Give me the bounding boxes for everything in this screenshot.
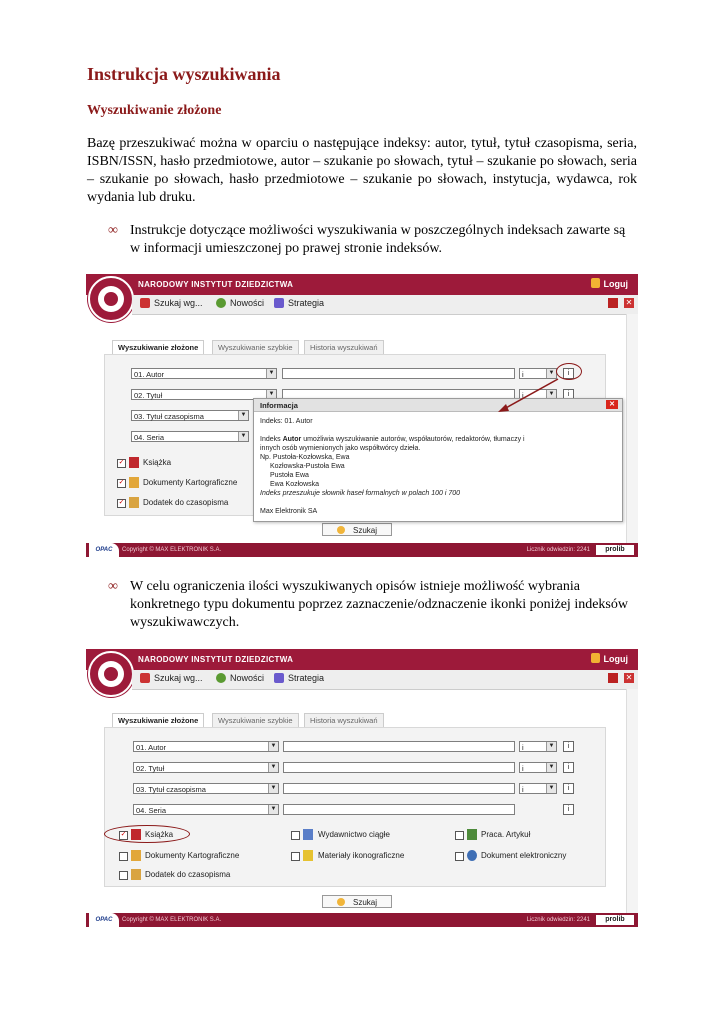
institution-name: NARODOWY INSTYTUT DZIEDZICTWA bbox=[138, 655, 294, 664]
doc-type-label: Wydawnictwo ciągłe bbox=[318, 830, 390, 839]
iconographic-checkbox[interactable] bbox=[291, 852, 300, 861]
chevron-down-icon: ▼ bbox=[546, 369, 556, 378]
bullet-text: W celu ograniczenia ilości wyszukiwanych opisów istnieje możliwość wybrania konkretnego typu dokumentu poprzez zaznaczenie/odznaczenie ikonki poniżej indeksów wyszukiwawczych. bbox=[130, 579, 628, 630]
tab-advanced-search[interactable]: Wyszukiwanie złożone bbox=[112, 713, 204, 727]
basket-icon[interactable] bbox=[608, 673, 618, 683]
strategy-icon bbox=[274, 673, 284, 683]
chevron-down-icon: ▼ bbox=[238, 411, 248, 420]
map-checkbox[interactable] bbox=[119, 852, 128, 861]
chevron-down-icon: ▼ bbox=[238, 432, 248, 441]
opac-logo: OPAC bbox=[89, 913, 119, 927]
index-select[interactable] bbox=[133, 783, 279, 794]
query-input[interactable] bbox=[283, 783, 515, 794]
close-icon[interactable]: ✕ bbox=[625, 298, 633, 307]
toolbar bbox=[132, 670, 638, 690]
login-label: Loguj bbox=[603, 279, 628, 289]
popup-example: Kozłowska-Pustoła Ewa bbox=[270, 463, 345, 470]
query-input[interactable] bbox=[283, 762, 515, 773]
index-select-value: 04. Seria bbox=[136, 806, 167, 815]
chevron-down-icon: ▼ bbox=[268, 763, 278, 772]
index-select-value: 03. Tytuł czasopisma bbox=[134, 412, 204, 421]
search-button-label: Szukaj bbox=[352, 526, 377, 535]
pointer-arrow bbox=[86, 274, 638, 557]
doc-type-label: Dodatek do czasopisma bbox=[143, 498, 229, 507]
doc-type-label: Dokumenty Kartograficzne bbox=[145, 851, 240, 860]
electronic-checkbox[interactable] bbox=[455, 852, 464, 861]
info-button[interactable]: i bbox=[563, 783, 574, 794]
chevron-down-icon: ▼ bbox=[266, 390, 276, 399]
index-select-value: 03. Tytuł czasopisma bbox=[136, 785, 206, 794]
index-select-value: 01. Autor bbox=[134, 370, 165, 379]
operator-value: i bbox=[522, 391, 524, 400]
section-heading: Wyszukiwanie złożone bbox=[87, 103, 222, 118]
doc-type-label: Dokumenty Kartograficzne bbox=[143, 478, 238, 487]
popup-vendor: Max Elektronik SA bbox=[260, 508, 318, 515]
serial-checkbox[interactable] bbox=[291, 831, 300, 840]
footer-copyright: Copyright © MAX ELEKTRONIK S.A. bbox=[122, 547, 222, 553]
popup-note: Indeks przeszukuje słownik haseł formalnych w polach 100 i 700 bbox=[260, 490, 460, 497]
library-logo bbox=[88, 651, 134, 697]
index-select-value: 02. Tytuł bbox=[134, 391, 163, 400]
footer-copyright: Copyright © MAX ELEKTRONIK S.A. bbox=[122, 917, 222, 923]
index-select[interactable] bbox=[133, 762, 279, 773]
info-button[interactable]: i bbox=[563, 368, 574, 379]
index-select[interactable] bbox=[133, 804, 279, 815]
tab-search-history[interactable]: Historia wyszukiwań bbox=[304, 713, 384, 727]
doc-type-label: Książka bbox=[145, 830, 174, 839]
news-button[interactable] bbox=[216, 673, 264, 683]
popup-title: Informacja bbox=[260, 401, 298, 410]
serial-icon bbox=[303, 829, 313, 840]
institution-name: NARODOWY INSTYTUT DZIEDZICTWA bbox=[138, 280, 294, 289]
news-label: Nowości bbox=[230, 673, 265, 683]
popup-example: Ewa Kozłowska bbox=[270, 481, 320, 488]
book-checkbox[interactable]: ✓ bbox=[118, 459, 125, 466]
operator-select[interactable] bbox=[519, 762, 557, 773]
index-select-value: 01. Autor bbox=[136, 743, 167, 752]
doc-type-label: Materiały ikonograficzne bbox=[318, 851, 405, 860]
operator-value: i bbox=[522, 370, 524, 379]
info-button[interactable]: i bbox=[563, 762, 574, 773]
chevron-down-icon: ▼ bbox=[546, 390, 556, 399]
tab-quick-search[interactable]: Wyszukiwanie szybkie bbox=[212, 713, 299, 727]
visit-counter: Licznik odwiedzin: 2241 bbox=[526, 917, 590, 923]
search-button-label: Szukaj bbox=[352, 898, 377, 907]
bullet-symbol: ∞ bbox=[108, 223, 118, 238]
bullet-item-info bbox=[108, 222, 638, 258]
info-button[interactable]: i bbox=[563, 389, 574, 400]
close-icon[interactable]: ✕ bbox=[606, 400, 618, 409]
document-title: Instrukcja wyszukiwania bbox=[87, 64, 281, 84]
chevron-down-icon: ▼ bbox=[546, 742, 556, 751]
info-button[interactable]: i bbox=[563, 804, 574, 815]
operator-select[interactable] bbox=[519, 783, 557, 794]
search-icon bbox=[337, 898, 345, 906]
doc-type-label: Dodatek do czasopisma bbox=[145, 870, 231, 879]
strategy-button[interactable] bbox=[274, 673, 324, 683]
login-label: Loguj bbox=[603, 654, 628, 664]
bullet-symbol: ∞ bbox=[108, 579, 118, 594]
popup-description-2: innych osób wymienionych jako współtwórcy dzieła. bbox=[260, 445, 421, 452]
map-icon bbox=[131, 850, 141, 861]
supplement-checkbox[interactable]: ✓ bbox=[118, 499, 125, 506]
bullet-item-doc-types bbox=[108, 578, 638, 632]
index-select[interactable] bbox=[133, 741, 279, 752]
app-header bbox=[86, 649, 638, 670]
lock-icon bbox=[591, 653, 600, 663]
operator-value: i bbox=[522, 743, 524, 752]
iconographic-icon bbox=[303, 850, 313, 861]
popup-example: Pustoła Ewa bbox=[270, 472, 309, 479]
operator-value: i bbox=[522, 785, 524, 794]
query-input[interactable] bbox=[283, 804, 515, 815]
chevron-down-icon: ▼ bbox=[268, 784, 278, 793]
chevron-down-icon: ▼ bbox=[268, 805, 278, 814]
map-checkbox[interactable]: ✓ bbox=[118, 479, 125, 486]
prolib-logo: prolib bbox=[596, 545, 634, 555]
screenshot-info-popup bbox=[86, 274, 638, 557]
app-footer bbox=[86, 913, 638, 927]
visit-counter: Licznik odwiedzin: 2241 bbox=[526, 547, 590, 553]
screenshot-doc-types bbox=[86, 649, 638, 927]
supplement-checkbox[interactable] bbox=[119, 871, 128, 880]
doc-type-label: Dokument elektroniczny bbox=[481, 851, 567, 860]
doc-type-label: Praca. Artykuł bbox=[481, 830, 531, 839]
strategy-label: Strategia bbox=[288, 298, 325, 308]
query-input[interactable] bbox=[283, 741, 515, 752]
search-by-button[interactable] bbox=[140, 673, 203, 683]
bullet-text: Instrukcje dotyczące możliwości wyszukiwania w poszczególnych indeksach zawarte są w informacji umieszczonej po prawej stronie indeksów. bbox=[130, 223, 626, 256]
search-by-label: Szukaj wg... bbox=[154, 673, 203, 683]
search-button[interactable] bbox=[322, 895, 392, 908]
login-link[interactable] bbox=[591, 653, 629, 664]
book-checkbox[interactable]: ✓ bbox=[120, 831, 127, 838]
news-icon bbox=[216, 673, 226, 683]
supplement-icon bbox=[131, 869, 141, 880]
search-panel bbox=[104, 727, 606, 887]
chevron-down-icon: ▼ bbox=[546, 784, 556, 793]
opac-logo: OPAC bbox=[89, 543, 119, 557]
article-icon bbox=[467, 829, 477, 840]
popup-description: Indeks Autor umożliwia wyszukiwanie autorów, współautorów, redaktorów, tłumaczy i bbox=[260, 436, 525, 443]
scrollbar[interactable] bbox=[626, 689, 638, 913]
operator-value: i bbox=[522, 764, 524, 773]
chevron-down-icon: ▼ bbox=[268, 742, 278, 751]
tab-search-history[interactable]: Historia wyszukiwań bbox=[304, 340, 384, 354]
popup-index-line: Indeks: 01. Autor bbox=[260, 418, 313, 425]
app-footer bbox=[86, 543, 638, 557]
operator-select[interactable] bbox=[519, 741, 557, 752]
electronic-icon bbox=[467, 850, 477, 861]
popup-example-label: Np. Pustoła-Kozłowska, Ewa bbox=[260, 454, 350, 461]
chevron-down-icon: ▼ bbox=[546, 763, 556, 772]
tab-advanced-search[interactable]: Wyszukiwanie złożone bbox=[112, 340, 204, 354]
doc-type-label: Książka bbox=[143, 458, 172, 467]
intro-paragraph: Bazę przeszukiwać można w oparciu o następujące indeksy: autor, tytuł, tytuł czasopisma, seria, ISBN/ISSN, hasło przedmiotowe, autor – szukanie po słowach, tytuł – szukanie po słowach, seria – szukanie po słowach, hasło przedmiotowe – szukanie po słowach, instytucja, wydawca, rok wydania lub druku. bbox=[87, 136, 637, 205]
close-icon[interactable]: ✕ bbox=[625, 673, 633, 682]
prolib-logo: prolib bbox=[596, 915, 634, 925]
article-checkbox[interactable] bbox=[455, 831, 464, 840]
chevron-down-icon: ▼ bbox=[266, 369, 276, 378]
search-by-icon bbox=[140, 673, 150, 683]
news-label: Nowości bbox=[230, 298, 265, 308]
strategy-label: Strategia bbox=[288, 673, 325, 683]
index-select-value: 02. Tytuł bbox=[136, 764, 165, 773]
tab-quick-search[interactable]: Wyszukiwanie szybkie bbox=[212, 340, 299, 354]
index-select-value: 04. Seria bbox=[134, 433, 165, 442]
info-button[interactable]: i bbox=[563, 741, 574, 752]
search-by-label: Szukaj wg... bbox=[154, 298, 203, 308]
highlight-oval bbox=[104, 825, 190, 843]
